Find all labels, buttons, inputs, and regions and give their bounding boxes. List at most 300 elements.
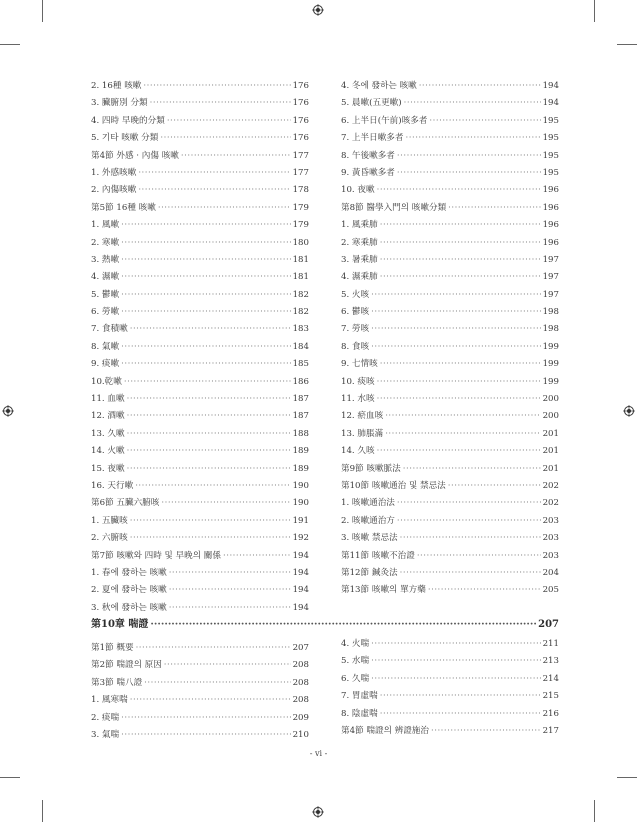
leader-dots — [167, 113, 291, 130]
leader-dots — [371, 321, 540, 338]
toc-entry[interactable] — [91, 675, 309, 692]
toc-entry[interactable] — [91, 252, 309, 269]
toc-entry-title: 第9節 咳嗽脈法 — [341, 463, 401, 474]
toc-entry-page: 202 — [542, 480, 559, 491]
leader-dots — [371, 671, 540, 688]
leader-dots — [121, 217, 290, 234]
toc-entry[interactable] — [341, 723, 559, 740]
leader-dots — [127, 408, 291, 425]
toc-entry-title: 6. 鬱咳 — [341, 307, 370, 318]
leader-dots — [404, 95, 541, 112]
toc-entry-title: 第2節 喘證의 原因 — [91, 660, 162, 671]
toc-entry-title: 8. 午後嗽多者 — [341, 150, 395, 161]
toc-entry[interactable] — [91, 339, 309, 356]
toc-entry-page: 213 — [542, 656, 559, 667]
leader-dots — [448, 200, 540, 217]
toc-entry-page: 194 — [292, 550, 309, 561]
toc-entry-page: 203 — [542, 515, 559, 526]
toc-entry-title: 7. 食積嗽 — [91, 324, 128, 335]
leader-dots — [121, 269, 290, 286]
toc-entry-title: 3. 臟腑別 分類 — [91, 98, 148, 109]
toc-entry[interactable] — [91, 548, 309, 565]
toc-entry-title: 第11節 咳嗽不治證 — [341, 550, 415, 561]
toc-entry-title: 9. 七情咳 — [341, 359, 378, 370]
leader-dots — [380, 706, 541, 723]
toc-entry[interactable] — [91, 513, 309, 530]
toc-entry-page: 208 — [292, 677, 309, 688]
toc-entry-page: 182 — [292, 289, 309, 300]
leader-dots — [124, 374, 291, 391]
toc-entry-page: 194 — [292, 585, 309, 596]
leader-dots — [385, 426, 540, 443]
toc-entry-page: 207 — [292, 643, 309, 653]
toc-entry[interactable] — [91, 130, 309, 147]
toc-entry-page: 209 — [292, 712, 309, 723]
toc-entry-title: 第5節 16種 咳嗽 — [91, 202, 156, 213]
toc-entry-page: 196 — [542, 237, 559, 248]
toc-entry[interactable] — [91, 113, 309, 130]
toc-entry[interactable] — [91, 727, 309, 744]
toc-entry-title: 1. 風乘肺 — [341, 220, 378, 231]
toc-entry[interactable] — [91, 235, 309, 252]
toc-entry-title: 5. 火咳 — [341, 289, 370, 300]
toc-entry[interactable] — [341, 706, 559, 723]
leader-dots — [138, 182, 290, 199]
toc-entry[interactable] — [91, 710, 309, 727]
leader-dots — [130, 692, 291, 709]
toc-entry-page: 176 — [292, 115, 309, 126]
registration-mark-icon — [2, 405, 14, 417]
toc-entry-title: 8. 氣嗽 — [91, 341, 120, 352]
toc-entry-page: 178 — [292, 185, 309, 196]
toc-entry-title: 7. 勞咳 — [341, 324, 370, 335]
toc-entry-title: 10. 夜嗽 — [341, 185, 375, 196]
toc-entry-title: 8. 陰虛喘 — [341, 708, 378, 719]
chapter-heading[interactable] — [91, 615, 559, 630]
toc-entry-page: 195 — [542, 133, 559, 144]
toc-entry-page: 204 — [542, 567, 559, 578]
leader-dots — [419, 78, 541, 95]
crop-mark — [617, 44, 637, 45]
toc-entry-title: 2. 六腑咳 — [91, 533, 128, 544]
toc-entry[interactable] — [341, 391, 559, 408]
toc-entry-title: 1. 春에 發하는 咳嗽 — [91, 567, 167, 578]
toc-entry-page: 208 — [292, 660, 309, 671]
leader-dots — [121, 252, 290, 269]
leader-dots — [400, 530, 541, 547]
registration-mark-icon — [623, 405, 635, 417]
toc-entry[interactable] — [91, 657, 309, 674]
leader-dots — [397, 165, 541, 182]
toc-entry-title: 14. 久咳 — [341, 446, 375, 457]
toc-entry[interactable] — [341, 217, 559, 234]
toc-entry-page: 181 — [292, 272, 309, 283]
toc-entry[interactable] — [341, 113, 559, 130]
toc-entry[interactable] — [341, 408, 559, 425]
toc-entry-page: 201 — [542, 446, 559, 457]
crop-mark — [42, 800, 43, 822]
toc-entry-title: 1. 五臟咳 — [91, 515, 128, 526]
toc-entry-title: 16. 天行嗽 — [91, 480, 134, 491]
toc-entry-page: 177 — [292, 167, 309, 178]
toc-entry[interactable] — [91, 426, 309, 443]
leader-dots — [403, 461, 541, 478]
toc-entry[interactable] — [91, 148, 309, 165]
toc-entry[interactable] — [91, 78, 309, 95]
toc-entry-title: 第8節 醫學入門의 咳嗽分類 — [341, 202, 447, 213]
toc-entry-page: 210 — [292, 729, 309, 740]
leader-dots — [380, 356, 541, 373]
toc-entry-title: 9. 黃昏嗽多者 — [341, 167, 395, 178]
crop-mark — [42, 0, 43, 22]
crop-mark — [0, 777, 20, 778]
toc-entry-page: 180 — [292, 237, 309, 248]
toc-bottom-right-column — [341, 636, 559, 740]
toc-entry-page: 211 — [542, 639, 559, 649]
toc-entry-title: 5. 晨嗽(五更嗽) — [341, 98, 402, 109]
toc-entry-title: 第4節 外感 · 內傷 咳嗽 — [91, 150, 179, 161]
toc-entry-title: 12. 酒嗽 — [91, 411, 125, 422]
toc-entry[interactable] — [341, 671, 559, 688]
toc-entry-page: 202 — [542, 498, 559, 509]
toc-entry-page: 198 — [542, 307, 559, 318]
toc-entry-page: 190 — [292, 480, 309, 491]
toc-entry[interactable] — [91, 640, 309, 657]
leader-dots — [371, 287, 540, 304]
toc-entry-page: 184 — [292, 341, 309, 352]
toc-entry-page: 195 — [542, 115, 559, 126]
crop-mark — [0, 44, 20, 45]
leader-dots — [150, 619, 536, 630]
toc-entry-page: 196 — [542, 202, 559, 213]
leader-dots — [371, 653, 540, 670]
toc-entry-title: 第1節 概要 — [91, 643, 134, 653]
toc-entry-page: 214 — [542, 673, 559, 684]
crop-mark — [594, 800, 595, 822]
leader-dots — [406, 130, 541, 147]
toc-entry-title: 4. 四時 早晚的分類 — [91, 115, 165, 126]
leader-dots — [121, 235, 290, 252]
toc-entry-page: 181 — [292, 254, 309, 265]
toc-entry-page: 208 — [292, 695, 309, 706]
toc-entry[interactable] — [91, 95, 309, 112]
toc-entry-title: 6. 上半日(午前)咳多者 — [341, 115, 428, 126]
leader-dots — [121, 339, 290, 356]
toc-entry-title: 4. 冬에 發하는 咳嗽 — [341, 81, 417, 91]
toc-entry[interactable] — [341, 374, 559, 391]
toc-entry-page: 196 — [542, 185, 559, 196]
toc-entry-page: 201 — [542, 463, 559, 474]
toc-entry[interactable] — [341, 426, 559, 443]
toc-entry-page: 185 — [292, 359, 309, 370]
toc-entry[interactable] — [341, 478, 559, 495]
toc-entry-page: 197 — [542, 254, 559, 265]
toc-entry-title: 第10節 咳嗽通治 및 禁忌法 — [341, 480, 446, 491]
toc-entry[interactable] — [341, 321, 559, 338]
toc-entry[interactable] — [91, 692, 309, 709]
toc-entry-title: 1. 風嗽 — [91, 220, 120, 231]
toc-entry-title: 第6節 五臟六腑咳 — [91, 498, 160, 509]
leader-dots — [181, 148, 291, 165]
toc-entry[interactable] — [341, 530, 559, 547]
leader-dots — [397, 148, 541, 165]
toc-entry-page: 194 — [542, 81, 559, 91]
toc-entry[interactable] — [341, 636, 559, 653]
toc-entry-page: 194 — [292, 602, 309, 613]
toc-entry-title: 2. 夏에 發하는 咳嗽 — [91, 585, 167, 596]
toc-entry[interactable] — [341, 304, 559, 321]
leader-dots — [130, 530, 291, 547]
leader-dots — [380, 217, 541, 234]
leader-dots — [130, 321, 291, 338]
toc-entry-page: 198 — [542, 324, 559, 335]
toc-entry[interactable] — [91, 269, 309, 286]
toc-entry[interactable] — [91, 356, 309, 373]
toc-entry-page: 179 — [292, 202, 309, 213]
toc-entry-title: 8. 食咳 — [341, 341, 370, 352]
leader-dots — [377, 374, 541, 391]
toc-entry-page: 199 — [542, 341, 559, 352]
toc-entry-title: 4. 濕嗽 — [91, 272, 120, 283]
leader-dots — [377, 182, 541, 199]
leader-dots — [158, 200, 291, 217]
toc-entry[interactable] — [341, 443, 559, 460]
leader-dots — [144, 675, 290, 692]
toc-entry-title: 12. 瘀血咳 — [341, 411, 384, 422]
toc-entry[interactable] — [341, 95, 559, 112]
toc-entry-page: 197 — [542, 289, 559, 300]
toc-entry-title: 3. 暑乘肺 — [341, 254, 378, 265]
toc-entry[interactable] — [91, 304, 309, 321]
leader-dots — [121, 304, 290, 321]
toc-entry-title: 1. 風寒喘 — [91, 695, 128, 706]
toc-entry-title: 7. 上半日嗽多者 — [341, 133, 404, 144]
leader-dots — [136, 640, 291, 657]
toc-entry-page: 176 — [292, 98, 309, 109]
toc-entry-title: 3. 熱嗽 — [91, 254, 120, 265]
toc-entry-title: 第4節 喘證의 辨證施治 — [341, 725, 429, 736]
toc-entry-page: 188 — [292, 428, 309, 439]
leader-dots — [377, 443, 541, 460]
toc-entry[interactable] — [91, 443, 309, 460]
toc-entry-page: 215 — [542, 691, 559, 702]
toc-entry-title: 2. 內傷咳嗽 — [91, 185, 137, 196]
leader-dots — [161, 495, 290, 512]
leader-dots — [431, 723, 541, 740]
toc-entry[interactable] — [91, 408, 309, 425]
toc-entry-title: 1. 咳嗽通治法 — [341, 498, 395, 509]
chapter-page: 207 — [538, 619, 559, 630]
toc-entry-page: 197 — [542, 272, 559, 283]
leader-dots — [428, 582, 541, 599]
toc-entry[interactable] — [341, 461, 559, 478]
toc-bottom-left-column — [91, 640, 309, 744]
toc-entry[interactable] — [91, 495, 309, 512]
leader-dots — [127, 391, 291, 408]
toc-entry-page: 194 — [542, 98, 559, 109]
toc-entry-title: 1. 外感咳嗽 — [91, 167, 137, 178]
page-number: - vi - — [309, 749, 328, 758]
toc-entry[interactable] — [341, 200, 559, 217]
toc-entry-page: 216 — [542, 708, 559, 719]
toc-entry[interactable] — [341, 582, 559, 599]
registration-mark-icon — [312, 806, 324, 818]
toc-entry[interactable] — [341, 182, 559, 199]
toc-entry[interactable] — [341, 287, 559, 304]
leader-dots — [380, 688, 541, 705]
toc-entry[interactable] — [91, 182, 309, 199]
toc-entry-title: 15. 夜嗽 — [91, 463, 125, 474]
toc-entry[interactable] — [341, 148, 559, 165]
toc-entry-page: 195 — [542, 150, 559, 161]
toc-entry-page: 176 — [292, 81, 309, 91]
toc-entry-page: 205 — [542, 585, 559, 596]
toc-entry[interactable] — [341, 565, 559, 582]
toc-entry[interactable] — [91, 582, 309, 599]
leader-dots — [121, 287, 290, 304]
toc-entry[interactable] — [91, 565, 309, 582]
toc-entry-page: 191 — [292, 515, 309, 526]
leader-dots — [169, 565, 291, 582]
toc-entry-title: 7. 胃虛喘 — [341, 691, 378, 702]
leader-dots — [380, 252, 541, 269]
toc-entry-title: 3. 咳嗽 禁忌法 — [341, 533, 398, 544]
leader-dots — [448, 478, 541, 495]
toc-entry-title: 第13節 咳嗽의 單方藥 — [341, 585, 426, 596]
toc-entry[interactable] — [341, 653, 559, 670]
leader-dots — [121, 710, 290, 727]
toc-entry-page: 199 — [542, 376, 559, 387]
toc-entry-title: 第7節 咳嗽와 四時 및 早晚의 關係 — [91, 550, 221, 561]
toc-entry-page: 199 — [542, 359, 559, 370]
toc-entry-page: 195 — [542, 167, 559, 178]
toc-entry[interactable] — [91, 200, 309, 217]
toc-entry-title: 3. 氣喘 — [91, 729, 120, 740]
toc-entry[interactable] — [341, 165, 559, 182]
toc-entry[interactable] — [341, 78, 559, 95]
toc-entry-page: 203 — [542, 550, 559, 561]
leader-dots — [121, 727, 290, 744]
leader-dots — [121, 356, 290, 373]
toc-entry[interactable] — [341, 495, 559, 512]
toc-entry-title: 13. 肺脹滿 — [341, 428, 384, 439]
toc-entry-page: 187 — [292, 411, 309, 422]
leader-dots — [160, 130, 290, 147]
leader-dots — [127, 443, 291, 460]
toc-entry-title: 14. 火嗽 — [91, 446, 125, 457]
toc-entry-page: 196 — [542, 220, 559, 231]
leader-dots — [400, 565, 541, 582]
leader-dots — [138, 165, 290, 182]
toc-entry-title: 第3節 喘八證 — [91, 677, 143, 688]
toc-entry-page: 189 — [292, 463, 309, 474]
leader-dots — [371, 339, 540, 356]
toc-entry[interactable] — [91, 165, 309, 182]
leader-dots — [130, 513, 291, 530]
toc-entry-page: 200 — [542, 411, 559, 422]
toc-entry[interactable] — [341, 688, 559, 705]
leader-dots — [385, 408, 540, 425]
leader-dots — [380, 235, 541, 252]
toc-entry[interactable] — [341, 513, 559, 530]
toc-entry-title: 2. 寒乘肺 — [341, 237, 378, 248]
toc-entry[interactable] — [341, 235, 559, 252]
leader-dots — [371, 304, 540, 321]
toc-entry-title: 10. 痰咳 — [341, 376, 375, 387]
toc-entry-title: 13. 久嗽 — [91, 428, 125, 439]
crop-mark — [594, 0, 595, 22]
leader-dots — [127, 426, 291, 443]
toc-entry[interactable] — [91, 287, 309, 304]
toc-entry-title: 9. 痰嗽 — [91, 359, 120, 370]
toc-entry-title: 2. 16種 咳嗽 — [91, 81, 142, 91]
toc-entry-title: 10.乾嗽 — [91, 376, 122, 387]
toc-entry-title: 11. 血嗽 — [91, 394, 125, 405]
toc-entry-page: 217 — [542, 725, 559, 736]
crop-mark — [617, 777, 637, 778]
leader-dots — [417, 548, 541, 565]
toc-entry-page: 183 — [292, 324, 309, 335]
toc-entry-page: 192 — [292, 533, 309, 544]
toc-entry-title: 4. 火喘 — [341, 639, 370, 649]
toc-entry-page: 182 — [292, 307, 309, 318]
toc-entry-title: 6. 久喘 — [341, 673, 370, 684]
toc-entry[interactable] — [341, 130, 559, 147]
leader-dots — [397, 495, 541, 512]
leader-dots — [397, 513, 541, 530]
toc-entry-title: 6. 勞嗽 — [91, 307, 120, 318]
toc-entry[interactable] — [91, 217, 309, 234]
toc-entry[interactable] — [341, 548, 559, 565]
chapter-title: 第10章 喘證 — [91, 619, 149, 630]
toc-entry[interactable] — [91, 391, 309, 408]
toc-entry-title: 2. 寒嗽 — [91, 237, 120, 248]
leader-dots — [143, 78, 290, 95]
leader-dots — [223, 548, 291, 565]
leader-dots — [169, 582, 291, 599]
toc-entry-page: 200 — [542, 394, 559, 405]
toc-entry[interactable] — [91, 461, 309, 478]
toc-entry-title: 5. 鬱嗽 — [91, 289, 120, 300]
leader-dots — [371, 636, 540, 653]
toc-entry-page: 190 — [292, 498, 309, 509]
toc-left-column — [91, 78, 309, 617]
toc-entry-page: 177 — [292, 150, 309, 161]
toc-entry-page: 189 — [292, 446, 309, 457]
leader-dots — [150, 95, 291, 112]
toc-entry[interactable] — [91, 478, 309, 495]
leader-dots — [164, 657, 291, 674]
leader-dots — [377, 391, 541, 408]
toc-right-column — [341, 78, 559, 600]
toc-entry[interactable] — [341, 339, 559, 356]
toc-entry[interactable] — [341, 269, 559, 286]
toc-entry[interactable] — [341, 252, 559, 269]
toc-entry[interactable] — [91, 530, 309, 547]
leader-dots — [135, 478, 290, 495]
leader-dots — [380, 269, 541, 286]
toc-entry-title: 5. 기타 咳嗽 分類 — [91, 133, 159, 144]
toc-entry-page: 201 — [542, 428, 559, 439]
toc-entry[interactable] — [91, 321, 309, 338]
toc-entry-title: 3. 秋에 發하는 咳嗽 — [91, 602, 167, 613]
toc-entry[interactable] — [341, 356, 559, 373]
toc-entry-title: 11. 水咳 — [341, 394, 375, 405]
toc-entry-title: 4. 濕乘肺 — [341, 272, 378, 283]
toc-entry[interactable] — [91, 374, 309, 391]
toc-entry-page: 194 — [292, 567, 309, 578]
toc-entry-title: 第12節 鍼灸法 — [341, 567, 398, 578]
